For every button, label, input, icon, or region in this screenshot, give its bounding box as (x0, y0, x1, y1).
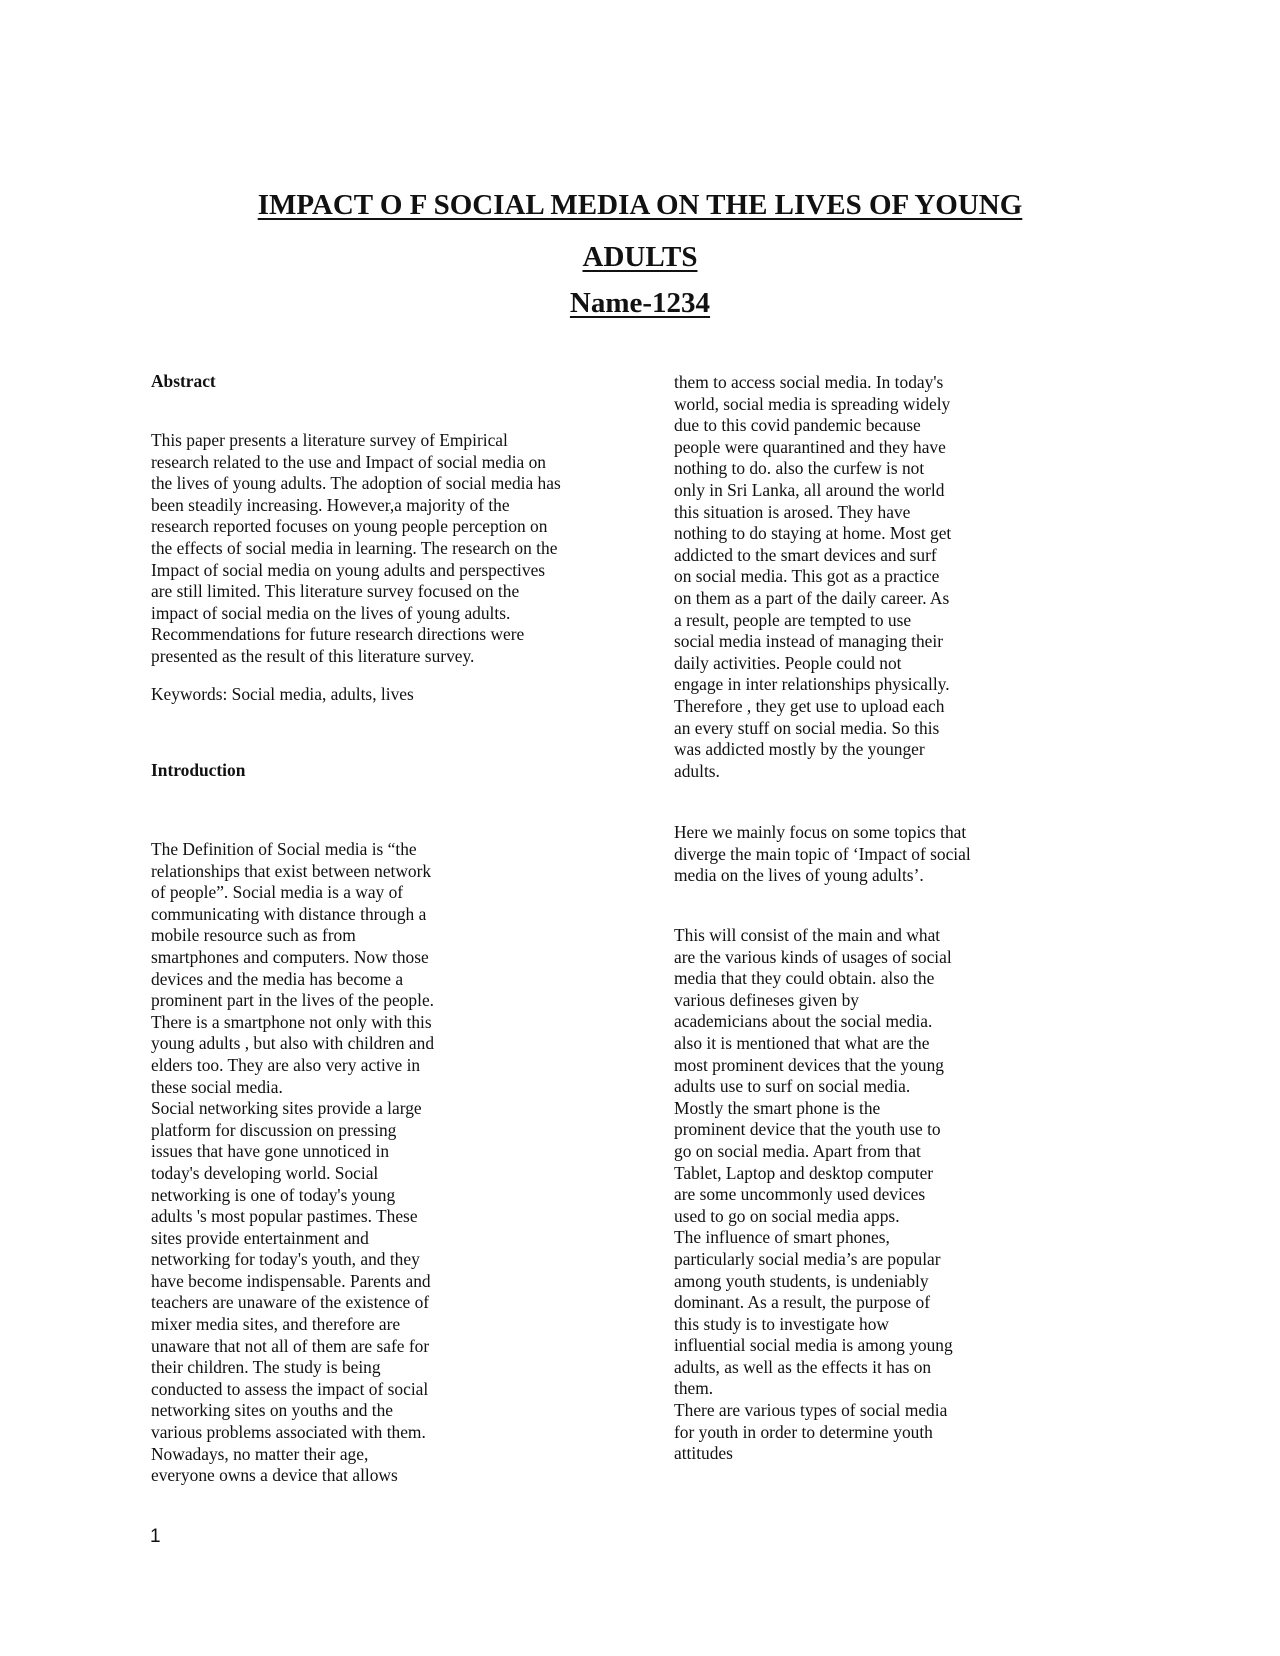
introduction-heading: Introduction (151, 760, 246, 780)
text-line: particularly social media’s are popular (674, 1248, 941, 1269)
text-line: an every stuff on social media. So this (674, 717, 940, 738)
text-line: the effects of social media in learning. The research on the (151, 537, 558, 558)
text-line: elders too. They are also very active in (151, 1054, 421, 1075)
text-line: addicted to the smart devices and surf (674, 544, 937, 565)
text-line: used to go on social media apps. (674, 1205, 900, 1226)
text-line: have become indispensable. Parents and (151, 1270, 431, 1291)
text-line: presented as the result of this literature survey. (151, 645, 475, 666)
text-line: was addicted mostly by the younger (674, 739, 925, 760)
text-line: platform for discussion on pressing (151, 1119, 397, 1140)
text-line: media on the lives of young adults’. (674, 865, 924, 886)
text-line: most prominent devices that the young (674, 1054, 944, 1075)
text-line: Tablet, Laptop and desktop computer (674, 1162, 934, 1183)
text-line: nothing to do staying at home. Most get (674, 523, 952, 544)
text-line: Therefore , they get use to upload each (674, 695, 945, 716)
text-line: unaware that not all of them are safe for (151, 1335, 430, 1356)
text-line: due to this covid pandemic because (674, 415, 921, 436)
text-line: of people”. Social media is a way of (151, 882, 404, 903)
text-line: smartphones and computers. Now those (151, 946, 429, 967)
text-line: impact of social media on the lives of young adults. (151, 602, 511, 623)
page-number: 1 (150, 1526, 161, 1547)
text-line: communicating with distance through a (151, 903, 427, 924)
text-line: also it is mentioned that what are the (674, 1032, 930, 1053)
text-line: today's developing world. Social (151, 1162, 379, 1183)
text-line: are some uncommonly used devices (674, 1184, 926, 1205)
text-line: diverge the main topic of ‘Impact of social (674, 843, 971, 864)
introduction-body (151, 839, 434, 1487)
abstract-body (151, 430, 561, 668)
text-line: people were quarantined and they have (674, 436, 946, 457)
text-line: mobile resource such as from (151, 925, 356, 946)
text-line: various defineses given by (674, 989, 859, 1010)
text-line: been steadily increasing. However,a majority of the (151, 494, 510, 515)
text-line: on social media. This got as a practice (674, 566, 940, 587)
text-line: this study is to investigate how (674, 1313, 889, 1334)
text-line: This will consist of the main and what (674, 925, 941, 945)
text-line: Recommendations for future research directions were (151, 624, 525, 645)
text-line: among youth students, is undeniably (674, 1270, 929, 1291)
text-line: them to access social media. In today's (674, 372, 944, 392)
text-line: various problems associated with them. (151, 1422, 426, 1443)
text-line: research related to the use and Impact of social media on (151, 451, 546, 472)
text-line: attitudes (674, 1443, 733, 1464)
text-line: media that they could obtain. also the (674, 968, 935, 989)
text-line: on them as a part of the daily career. As (674, 587, 950, 608)
abstract-heading: Abstract (151, 371, 216, 391)
text-line: everyone owns a device that allows (151, 1465, 398, 1486)
text-line: young adults , but also with children and (151, 1033, 435, 1054)
text-line: influential social media is among young (674, 1335, 953, 1356)
text-line: Mostly the smart phone is the (674, 1097, 881, 1118)
right-paragraph-2 (674, 822, 971, 887)
text-line: teachers are unaware of the existence of (151, 1292, 430, 1313)
text-line: academicians about the social media. (674, 1011, 933, 1032)
text-line: This paper presents a literature survey of Empirical (151, 430, 508, 450)
text-line: a result, people are tempted to use (674, 609, 912, 630)
text-line: are the various kinds of usages of social (674, 946, 952, 967)
text-line: engage in inter relationships physically. (674, 674, 950, 695)
text-line: prominent device that the youth use to (674, 1119, 941, 1140)
text-line: Impact of social media on young adults and perspectives (151, 559, 546, 580)
text-line: are still limited. This literature survey focused on the (151, 581, 520, 602)
text-line: sites provide entertainment and (151, 1227, 369, 1248)
text-line: adults 's most popular pastimes. These (151, 1206, 418, 1227)
text-line: them. (674, 1378, 714, 1399)
text-line: Nowadays, no matter their age, (151, 1443, 369, 1464)
paper-title-line-2: ADULTS (582, 241, 698, 273)
text-line: There is a smartphone not only with this (151, 1011, 432, 1032)
text-line: There are various types of social media (674, 1400, 948, 1421)
text-line: devices and the media has become a (151, 968, 404, 989)
author-name: Name-1234 (569, 287, 711, 319)
text-line: daily activities. People could not (674, 652, 902, 673)
text-line: this situation is arosed. They have (674, 501, 911, 522)
text-line: Social networking sites provide a large (151, 1098, 422, 1119)
text-line: networking for today's youth, and they (151, 1249, 420, 1270)
paper-title-line-1: IMPACT O F SOCIAL MEDIA ON THE LIVES OF YOUNG (257, 189, 1023, 221)
right-paragraph-3 (674, 925, 953, 1465)
text-line: nothing to do. also the curfew is not (674, 458, 925, 479)
right-paragraph-1 (674, 372, 951, 782)
text-line: Here we mainly focus on some topics that (674, 822, 967, 842)
text-line: adults. (674, 760, 720, 781)
text-line: prominent part in the lives of the people. (151, 990, 435, 1011)
text-line: relationships that exist between network (151, 860, 432, 881)
text-line: these social media. (151, 1076, 283, 1097)
text-line: world, social media is spreading widely (674, 393, 951, 414)
text-line: issues that have gone unnoticed in (151, 1141, 390, 1162)
text-line: The Definition of Social media is “the (151, 839, 417, 859)
text-line: social media instead of managing their (674, 631, 943, 652)
text-line: go on social media. Apart from that (674, 1140, 921, 1161)
text-line: networking is one of today's young (151, 1184, 396, 1205)
text-line: dominant. As a result, the purpose of (674, 1292, 930, 1313)
text-line: mixer media sites, and therefore are (151, 1314, 401, 1335)
keywords: Keywords: Social media, adults, lives (151, 684, 414, 704)
text-line: conducted to assess the impact of social (151, 1378, 429, 1399)
text-line: adults use to surf on social media. (674, 1076, 911, 1097)
text-line: networking sites on youths and the (151, 1400, 393, 1421)
text-line: only in Sri Lanka, all around the world (674, 479, 945, 500)
text-line: adults, as well as the effects it has on (674, 1356, 932, 1377)
text-line: their children. The study is being (151, 1357, 381, 1378)
text-line: the lives of young adults. The adoption of social media has (151, 473, 561, 494)
text-line: for youth in order to determine youth (674, 1421, 933, 1442)
text-line: research reported focuses on young people perception on (151, 516, 548, 537)
text-line: The influence of smart phones, (674, 1227, 890, 1248)
